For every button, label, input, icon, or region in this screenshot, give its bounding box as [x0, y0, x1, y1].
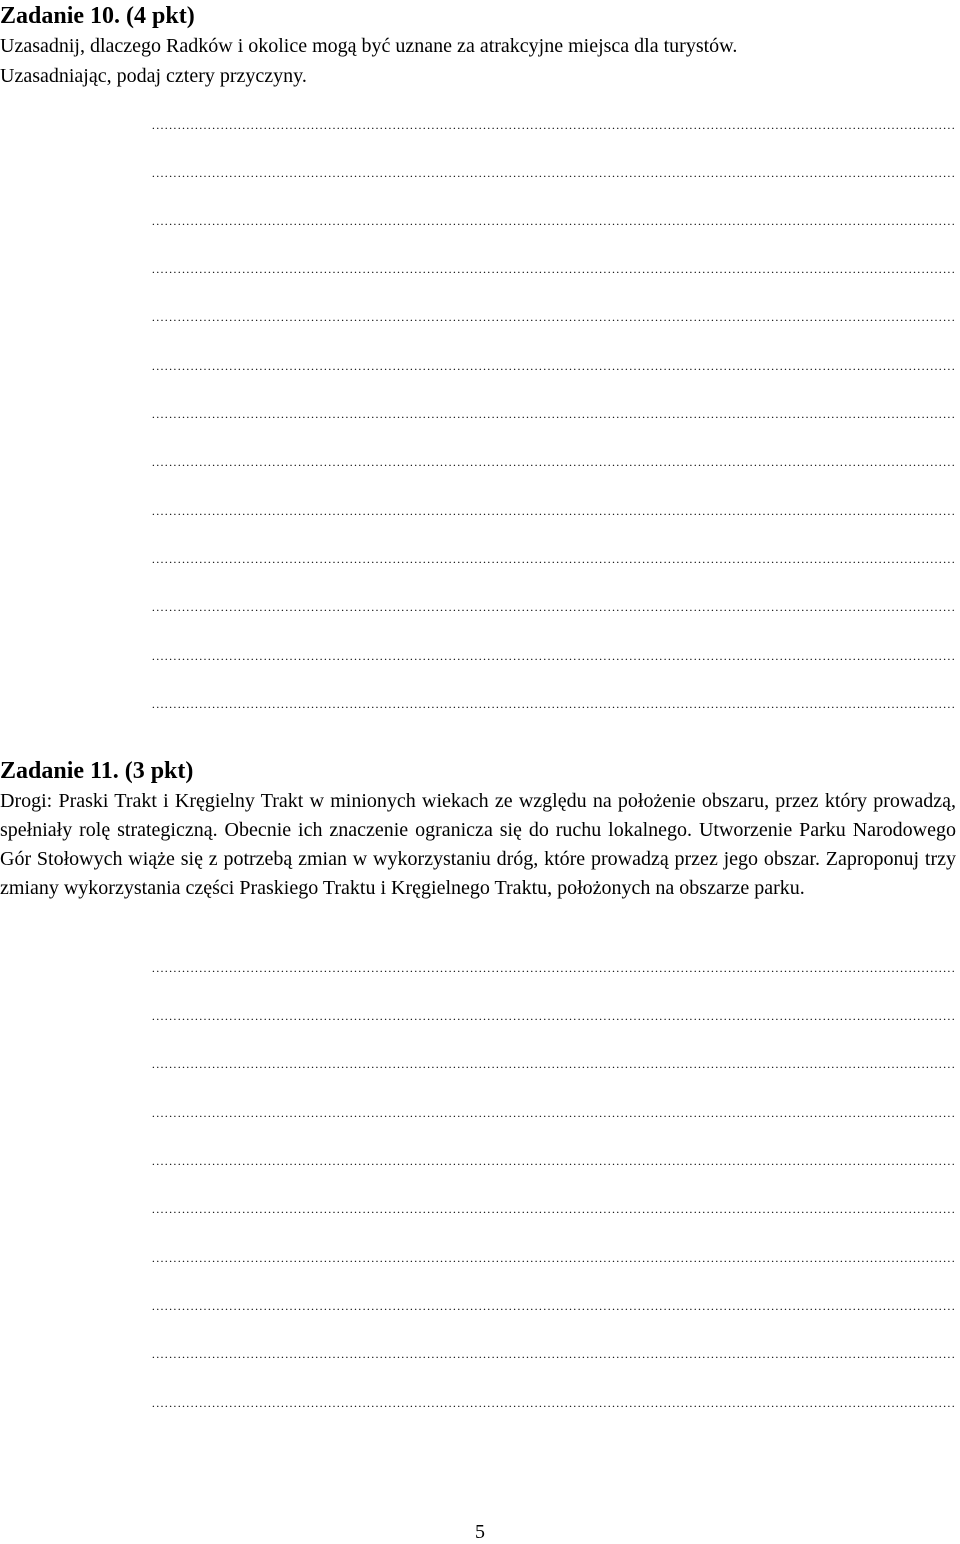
- task-10-answer-line[interactable]: ...........................................................................................................................................................................................: [151, 359, 956, 373]
- task-11-answer-line[interactable]: ...........................................................................................................................................................................................: [151, 1299, 956, 1313]
- task-11-title: Zadanie 11. (3 pkt): [0, 758, 194, 784]
- task-11-instruction: Drogi: Praski Trakt i Kręgielny Trakt w minionych wiekach ze względu na położenie obszaru, przez który prowadzą, spełniały rolę strategiczną. Obecnie ich znaczenie ogranicza się do ruchu lokalnego. Utworzenie Parku Narodowego Gór Stołowych wiąże się z potrzebą zmian w wykorzystaniu dróg, które prowadzą przez jego obszar. Zaproponuj trzy zmiany wykorzystania części Praskiego Traktu i Kręgielnego Traktu, położonych na obszarze parku.: [0, 790, 956, 899]
- task-10-answer-line[interactable]: ...........................................................................................................................................................................................: [151, 310, 956, 324]
- task-10-answer-line[interactable]: ...........................................................................................................................................................................................: [151, 697, 956, 711]
- task-11-answer-line[interactable]: ...........................................................................................................................................................................................: [151, 1009, 956, 1023]
- task-11-answer-line[interactable]: ...........................................................................................................................................................................................: [151, 1057, 956, 1071]
- task-10-answer-line[interactable]: ...........................................................................................................................................................................................: [151, 118, 956, 132]
- task-10-answer-line[interactable]: ...........................................................................................................................................................................................: [151, 600, 956, 614]
- task-10-answer-line[interactable]: ...........................................................................................................................................................................................: [151, 407, 956, 421]
- task-11-answer-line[interactable]: ...........................................................................................................................................................................................: [151, 1202, 956, 1216]
- task-11-answer-line[interactable]: ...........................................................................................................................................................................................: [151, 1396, 956, 1410]
- task-10-instruction-line-1: Uzasadnij, dlaczego Radków i okolice mogą być uznane za atrakcyjne miejsca dla turystów.: [0, 35, 738, 57]
- task-10-answer-line[interactable]: ...........................................................................................................................................................................................: [151, 455, 956, 469]
- task-11-answer-line[interactable]: ...........................................................................................................................................................................................: [151, 961, 956, 975]
- task-10-title: Zadanie 10. (4 pkt): [0, 3, 195, 29]
- task-10-answer-line[interactable]: ...........................................................................................................................................................................................: [151, 504, 956, 518]
- task-10-answer-line[interactable]: ...........................................................................................................................................................................................: [151, 552, 956, 566]
- task-10-answer-line[interactable]: ...........................................................................................................................................................................................: [151, 649, 956, 663]
- task-11-answer-line[interactable]: ...........................................................................................................................................................................................: [151, 1106, 956, 1120]
- task-11-answer-line[interactable]: ...........................................................................................................................................................................................: [151, 1347, 956, 1361]
- task-10-answer-line[interactable]: ...........................................................................................................................................................................................: [151, 214, 956, 228]
- task-10-answer-line[interactable]: ...........................................................................................................................................................................................: [151, 166, 956, 180]
- task-11-answer-line[interactable]: ...........................................................................................................................................................................................: [151, 1154, 956, 1168]
- page-number: 5: [475, 1521, 485, 1543]
- task-11-answer-line[interactable]: ...........................................................................................................................................................................................: [151, 1251, 956, 1265]
- task-10-answer-line[interactable]: ...........................................................................................................................................................................................: [151, 262, 956, 276]
- task-10-instruction-line-2: Uzasadniając, podaj cztery przyczyny.: [0, 65, 307, 87]
